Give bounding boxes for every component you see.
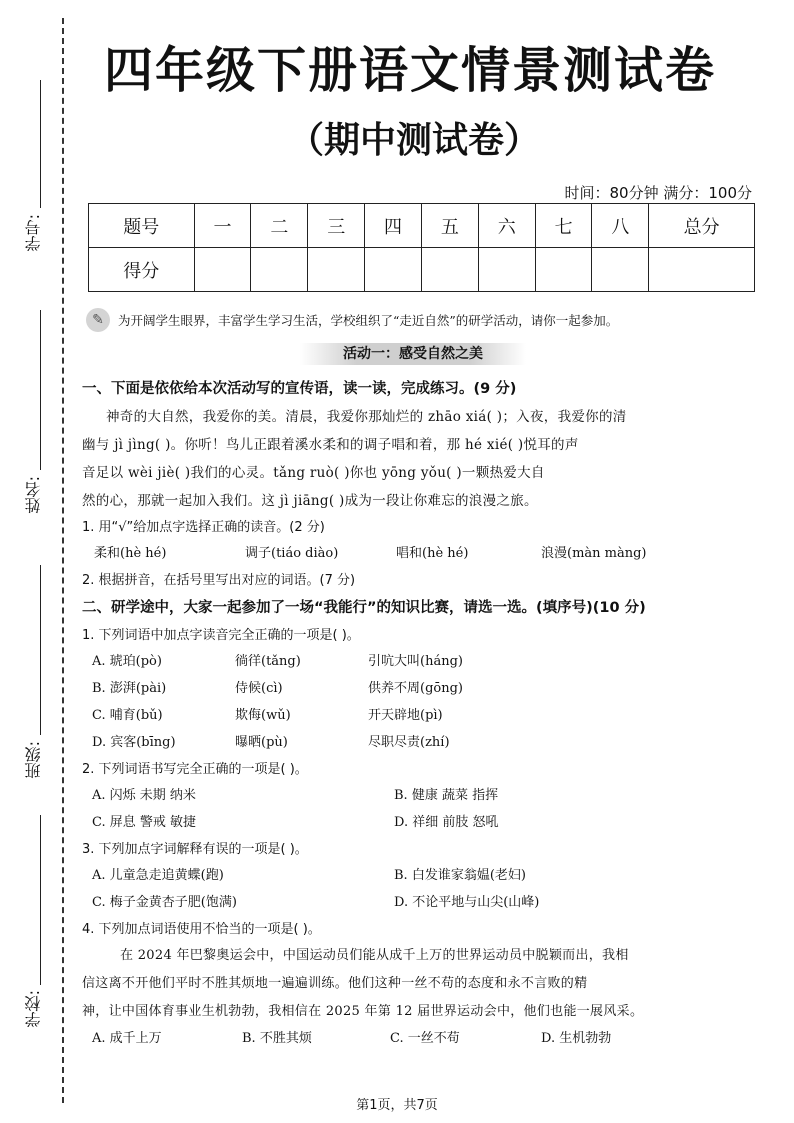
page-title: 四年级下册语文情景测试卷 bbox=[104, 42, 717, 99]
passage-line: 音足以 wèi jiè( )我们的心灵。tǎng ruò( )你也 yōng yǒu( )一颗热爱大自 bbox=[82, 465, 545, 481]
option-item: C. 梅子金黄杏子肥(饱满) bbox=[92, 895, 237, 910]
activity-banner: 活动一：感受自然之美 bbox=[300, 343, 526, 365]
option-item: 侍候(cì) bbox=[235, 681, 283, 696]
option-item: 曝晒(pù) bbox=[235, 735, 288, 750]
passage-line: 幽与 jì jìng( )。你听！鸟儿正跟着溪水柔和的调子唱和着，那 hé xié( )悦耳的声 bbox=[82, 437, 579, 453]
bird-icon: ✎ bbox=[86, 308, 110, 332]
passage-line: 信这离不开他们平时不胜其烦地一遍遍训练。他们这种一丝不苟的态度和永不言败的精 bbox=[82, 976, 588, 991]
name-label: 姓名: bbox=[24, 476, 43, 514]
option-item: 徜徉(tǎng) bbox=[235, 654, 301, 669]
option-item: A. 儿童急走追黄蝶(跑) bbox=[92, 868, 224, 883]
option-item: 欺侮(wǔ) bbox=[235, 708, 291, 723]
option-item: D. 祥细 前肢 怒吼 bbox=[394, 815, 499, 830]
passage-line: 然的心，那就一起加入我们。这 jì jiāng( )成为一段让你难忘的浪漫之旅。 bbox=[82, 493, 538, 509]
score-header-cell: 题号 bbox=[89, 204, 195, 248]
option-item: 调子(tiáo diào) bbox=[245, 546, 339, 561]
school-line bbox=[40, 815, 41, 985]
score-header-cell: 八 bbox=[592, 204, 649, 248]
option-item: C. 一丝不苟 bbox=[390, 1031, 460, 1046]
score-header-cell: 四 bbox=[365, 204, 422, 248]
score-cell[interactable] bbox=[251, 248, 308, 292]
score-cell[interactable] bbox=[649, 248, 755, 292]
score-header-cell: 六 bbox=[478, 204, 535, 248]
score-header-cell: 三 bbox=[308, 204, 365, 248]
name-line bbox=[40, 310, 41, 470]
question-text: 2. 根据拼音，在括号里写出对应的词语。(7 分) bbox=[82, 573, 356, 588]
option-item: 引吭大叫(háng) bbox=[368, 654, 463, 669]
intro-text: 为开阔学生眼界，丰富学生学习生活，学校组织了“走近自然”的研学活动，请你一起参加。 bbox=[118, 313, 619, 328]
option-item: 柔和(hè hé) bbox=[94, 546, 167, 561]
score-cell[interactable] bbox=[308, 248, 365, 292]
binding-strip bbox=[0, 0, 70, 1123]
option-item: B. 健康 蔬菜 指挥 bbox=[394, 788, 499, 803]
score-header-cell: 总分 bbox=[649, 204, 755, 248]
option-item: A. 成千上万 bbox=[92, 1031, 162, 1046]
option-item: 开天辟地(pì) bbox=[368, 708, 443, 723]
score-row-label: 得分 bbox=[89, 248, 195, 292]
score-header-row bbox=[89, 204, 755, 248]
option-item: 供养不周(gōng) bbox=[368, 681, 463, 696]
question-text: 1. 用“√”给加点字选择正确的读音。(2 分) bbox=[82, 520, 325, 535]
question-text: 2. 下列词语书写完全正确的一项是( )。 bbox=[82, 762, 308, 777]
page-number: 第1页，共7页 bbox=[356, 1098, 438, 1113]
option-item: C. 哺育(bǔ) bbox=[92, 708, 163, 723]
section-heading: 二、研学途中，大家一起参加了一场“我能行”的知识比赛，请选一选。(填序号)(10 分) bbox=[82, 600, 646, 616]
score-row bbox=[89, 248, 755, 292]
question-text: 1. 下列词语中加点字读音完全正确的一项是( )。 bbox=[82, 628, 360, 643]
score-cell[interactable] bbox=[535, 248, 592, 292]
score-cell[interactable] bbox=[194, 248, 251, 292]
option-item: 唱和(hè hé) bbox=[396, 546, 469, 561]
passage-line: 在 2024 年巴黎奥运会中，中国运动员们能从成千上万的世界运动员中脱颖而出，我相 bbox=[120, 948, 629, 963]
passage-line: 神，让中国体育事业生机勃勃，我相信在 2025 年第 12 届世界运动会中，他们也能一展风采。 bbox=[82, 1004, 644, 1019]
question-text: 3. 下列加点字词解释有误的一项是( )。 bbox=[82, 842, 308, 857]
question-text: 4. 下列加点词语使用不恰当的一项是( )。 bbox=[82, 922, 321, 937]
option-item: B. 白发谁家翁媪(老妇) bbox=[394, 868, 526, 883]
time-info: 时间：80分钟 满分：100分 bbox=[564, 184, 752, 202]
option-item: D. 生机勃勃 bbox=[541, 1031, 612, 1046]
option-item: C. 屏息 警戒 敏捷 bbox=[92, 815, 197, 830]
passage-line: 神奇的大自然，我爱你的美。清晨，我爱你那灿烂的 zhāo xiá( )；入夜，我爱你的清 bbox=[106, 409, 627, 425]
score-header-cell: 五 bbox=[421, 204, 478, 248]
score-cell[interactable] bbox=[592, 248, 649, 292]
option-item: A. 闪烁 未期 纳米 bbox=[92, 788, 196, 803]
student-no-label: 学号: bbox=[24, 214, 43, 252]
score-header-cell: 七 bbox=[535, 204, 592, 248]
school-label: 学校: bbox=[24, 990, 43, 1028]
option-item: 浪漫(màn màng) bbox=[541, 546, 647, 561]
section-heading: 一、下面是依依给本次活动写的宣传语，读一读，完成练习。(9 分) bbox=[82, 381, 517, 397]
score-header-cell: 一 bbox=[194, 204, 251, 248]
option-item: D. 宾客(bīng) bbox=[92, 735, 176, 750]
dashed-fold-line bbox=[62, 18, 64, 1103]
option-item: B. 不胜其烦 bbox=[242, 1031, 312, 1046]
class-line bbox=[40, 565, 41, 735]
option-item: D. 不论平地与山尖(山峰) bbox=[394, 895, 540, 910]
option-item: 尽职尽责(zhí) bbox=[368, 735, 450, 750]
option-item: B. 澎湃(pài) bbox=[92, 681, 167, 696]
student-no-line bbox=[40, 80, 41, 208]
score-cell[interactable] bbox=[365, 248, 422, 292]
score-cell[interactable] bbox=[421, 248, 478, 292]
score-cell[interactable] bbox=[478, 248, 535, 292]
intro-line bbox=[86, 308, 618, 332]
page-subtitle: （期中测试卷） bbox=[288, 120, 541, 161]
score-table bbox=[88, 203, 755, 292]
option-item: A. 琥珀(pò) bbox=[92, 654, 162, 669]
score-header-cell: 二 bbox=[251, 204, 308, 248]
class-label: 班级: bbox=[24, 741, 43, 779]
